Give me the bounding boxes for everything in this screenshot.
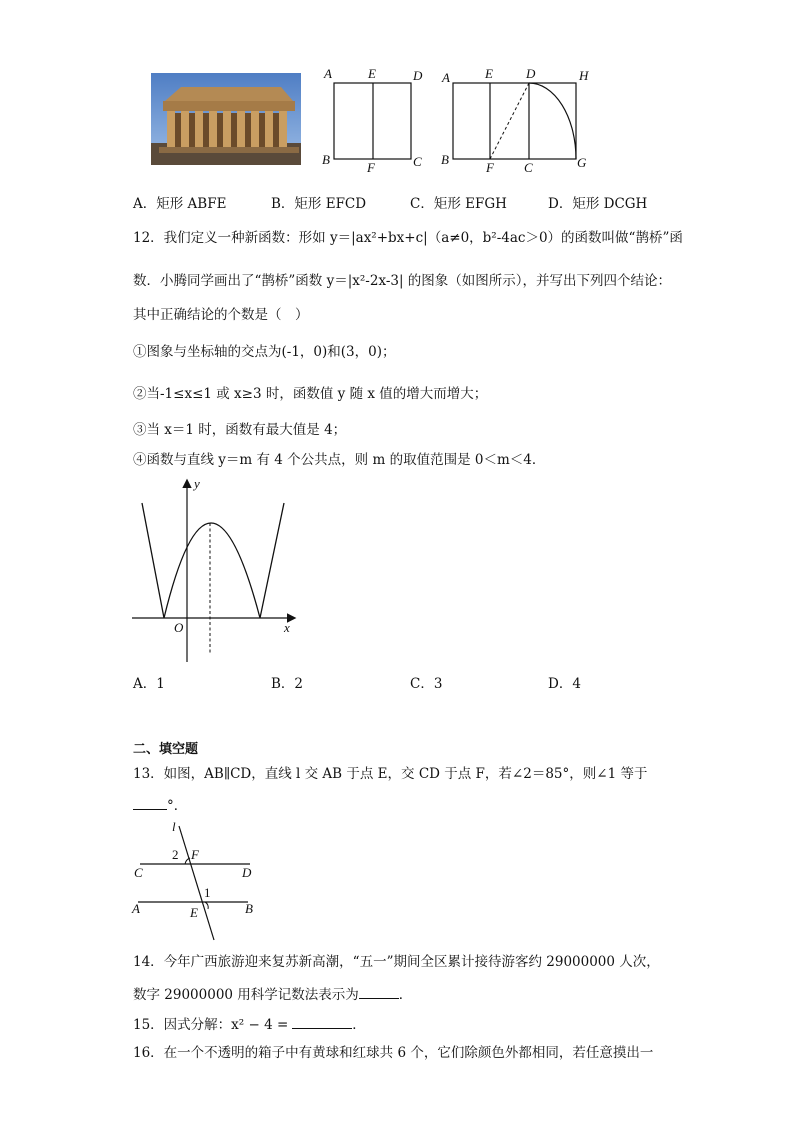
fig1-label-d: D xyxy=(413,68,423,83)
fig13-label-l: l xyxy=(172,819,176,834)
q12-line-2: 数．小腾同学画出了“鹊桥”函数 y＝|x²-2x-3| 的图象（如图所示），并写出下列四个结论： xyxy=(133,273,672,289)
function-graph xyxy=(128,475,308,667)
fig1-label-c: C xyxy=(413,154,422,169)
fig2-label-c: C xyxy=(524,160,533,175)
fig2-label-b: B xyxy=(441,152,449,167)
q12-option-a: A．1 xyxy=(133,676,165,692)
q13-degree-suffix: °． xyxy=(167,798,188,814)
fig13-label-angle-2: 2 xyxy=(172,847,179,862)
graph-label-origin: O xyxy=(174,620,184,635)
parallel-lines-figure xyxy=(128,818,268,948)
q14-line-2 xyxy=(133,984,412,1004)
q12-option-c: C．3 xyxy=(410,676,443,692)
q15-text: 15．因式分解：x² − 4 = xyxy=(133,1017,289,1033)
rectangle-figure-2 xyxy=(440,66,600,176)
fig2-label-d: D xyxy=(526,66,536,81)
fig2-label-h: H xyxy=(579,68,589,83)
fig13-label-angle-1: 1 xyxy=(204,885,211,900)
q13-line-1: 13．如图，AB∥CD，直线 l 交 AB 于点 E，交 CD 于点 F，若∠2＝85°，则∠1 等于 xyxy=(133,766,648,782)
transversal-l xyxy=(179,826,214,940)
fig1-label-f: F xyxy=(367,160,375,175)
fig13-label-c: C xyxy=(134,865,143,880)
fig13-label-d: D xyxy=(242,865,252,880)
q14-line-2-text: 数字 29000000 用科学记数法表示为 xyxy=(133,987,359,1003)
fig2-label-g: G xyxy=(577,155,587,170)
section-heading: 二、填空题 xyxy=(133,742,199,757)
fig1-label-e: E xyxy=(368,66,376,81)
function-curve xyxy=(142,503,284,618)
fig1-label-b: B xyxy=(322,152,330,167)
graph-label-x: x xyxy=(284,620,290,635)
parthenon-photo xyxy=(151,73,301,165)
q13-line-2 xyxy=(133,795,187,815)
q15-answer-blank[interactable] xyxy=(292,1014,352,1029)
q12-line-3: 其中正确结论的个数是（ ） xyxy=(133,307,309,323)
q11-option-d: D．矩形 DCGH xyxy=(548,196,648,212)
q14-answer-blank[interactable] xyxy=(359,984,399,999)
fig13-label-e: E xyxy=(190,905,198,920)
q12-conclusion-2: ②当-1≤x≤1 或 x≥3 时，函数值 y 随 x 值的增大而增大； xyxy=(133,386,488,402)
q14-line-1: 14．今年广西旅游迎来复苏新高潮，“五一”期间全区累计接待游客约 29000000 人次， xyxy=(133,954,660,970)
q11-option-b: B．矩形 EFCD xyxy=(271,196,367,212)
q15-line xyxy=(133,1014,366,1034)
q12-line-1: 12．我们定义一种新函数：形如 y＝|ax²+bx+c|（a≠0，b²-4ac＞0）的函数叫做“鹊桥”函 xyxy=(133,230,683,246)
q12-option-b: B．2 xyxy=(271,676,304,692)
graph-label-y: y xyxy=(194,476,200,491)
q11-option-c: C．矩形 EFGH xyxy=(410,196,507,212)
q11-option-a: A．矩形 ABFE xyxy=(133,196,227,212)
q16-line-1: 16．在一个不透明的箱子中有黄球和红球共 6 个，它们除颜色外都相同，若任意摸出一 xyxy=(133,1045,654,1061)
q12-conclusion-4: ④函数与直线 y＝m 有 4 个公共点，则 m 的取值范围是 0＜m＜4． xyxy=(133,452,546,468)
q12-option-d: D．4 xyxy=(548,676,581,692)
fig2-label-e: E xyxy=(485,66,493,81)
fig2-label-a: A xyxy=(442,70,450,85)
q13-answer-blank[interactable] xyxy=(133,795,167,810)
q14-period: ． xyxy=(398,987,413,1003)
fig1-label-a: A xyxy=(324,66,332,81)
q15-period: ． xyxy=(352,1017,366,1033)
fig13-label-b: B xyxy=(245,901,253,916)
q12-conclusion-3: ③当 x＝1 时，函数有最大值是 4； xyxy=(133,422,347,438)
rectangle-figure-1 xyxy=(322,66,432,176)
q12-conclusion-1: ①图象与坐标轴的交点为(-1，0)和(3，0)； xyxy=(133,344,396,360)
fig2-label-f: F xyxy=(486,160,494,175)
fig13-label-a: A xyxy=(132,901,140,916)
fig13-label-f: F xyxy=(191,847,199,862)
